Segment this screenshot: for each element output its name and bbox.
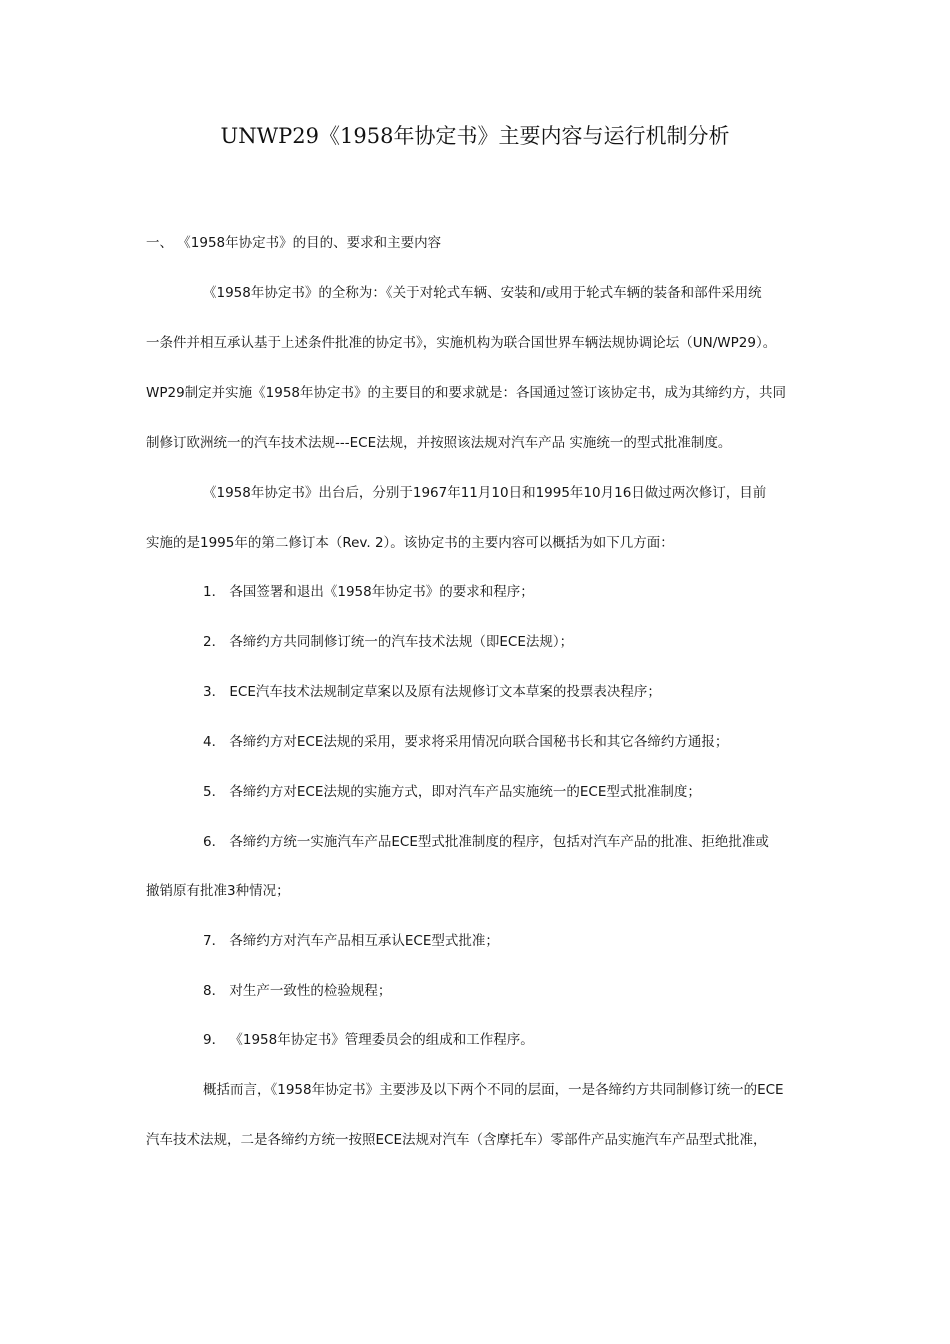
paragraph-line: 汽车技术法规，二是各缔约方统一按照ECE法规对汽车（含摩托车）零部件产品实施汽车产品型式批准， bbox=[146, 1132, 767, 1148]
paragraph-line: 《1958年协定书》出台后，分别于1967年11月10日和1995年10月16日做过两次修订，目前 bbox=[203, 485, 767, 501]
list-item: 3． ECE汽车技术法规制定草案以及原有法规修订文本草案的投票表决程序； bbox=[203, 684, 661, 700]
paragraph-line: 概括而言，《1958年协定书》主要涉及以下两个不同的层面，一是各缔约方共同制修订统一的ECE bbox=[203, 1082, 784, 1098]
list-item: 2． 各缔约方共同制修订统一的汽车技术法规（即ECE法规）； bbox=[203, 634, 574, 650]
list-item: 8． 对生产一致性的检验规程； bbox=[203, 983, 392, 999]
paragraph-line: 制修订欧洲统一的汽车技术法规---ECE法规，并按照该法规对汽车产品 实施统一的型式批准制度。 bbox=[146, 435, 732, 451]
list-item: 6． 各缔约方统一实施汽车产品ECE型式批准制度的程序，包括对汽车产品的批准、拒绝批准或 bbox=[203, 834, 769, 850]
section-heading: 一、 《1958年协定书》的目的、要求和主要内容 bbox=[146, 235, 442, 251]
list-item: 4． 各缔约方对ECE法规的采用，要求将采用情况向联合国秘书长和其它各缔约方通报； bbox=[203, 734, 729, 750]
paragraph-line: 一条件并相互承认基于上述条件批准的协定书》，实施机构为联合国世界车辆法规协调论坛（UN/WP29）。 bbox=[146, 335, 777, 351]
paragraph-line: 实施的是1995年的第二修订本（Rev. 2）。该协定书的主要内容可以概括为如下几方面： bbox=[146, 535, 674, 551]
paragraph-line: 《1958年协定书》的全称为：《关于对轮式车辆、安装和/或用于轮式车辆的装备和部件采用统 bbox=[203, 285, 762, 301]
document-title: UNWP29《1958年协定书》主要内容与运行机制分析 bbox=[220, 124, 730, 148]
list-item: 1． 各国签署和退出《1958年协定书》的要求和程序； bbox=[203, 584, 534, 600]
paragraph-line: WP29制定并实施《1958年协定书》的主要目的和要求就是：各国通过签订该协定书，成为其缔约方，共同 bbox=[146, 385, 787, 401]
list-item: 7． 各缔约方对汽车产品相互承认ECE型式批准； bbox=[203, 933, 499, 949]
list-item-continuation: 撤销原有批准3种情况； bbox=[146, 883, 290, 899]
list-item: 9． 《1958年协定书》管理委员会的组成和工作程序。 bbox=[203, 1032, 534, 1048]
list-item: 5． 各缔约方对ECE法规的实施方式，即对汽车产品实施统一的ECE型式批准制度； bbox=[203, 784, 701, 800]
